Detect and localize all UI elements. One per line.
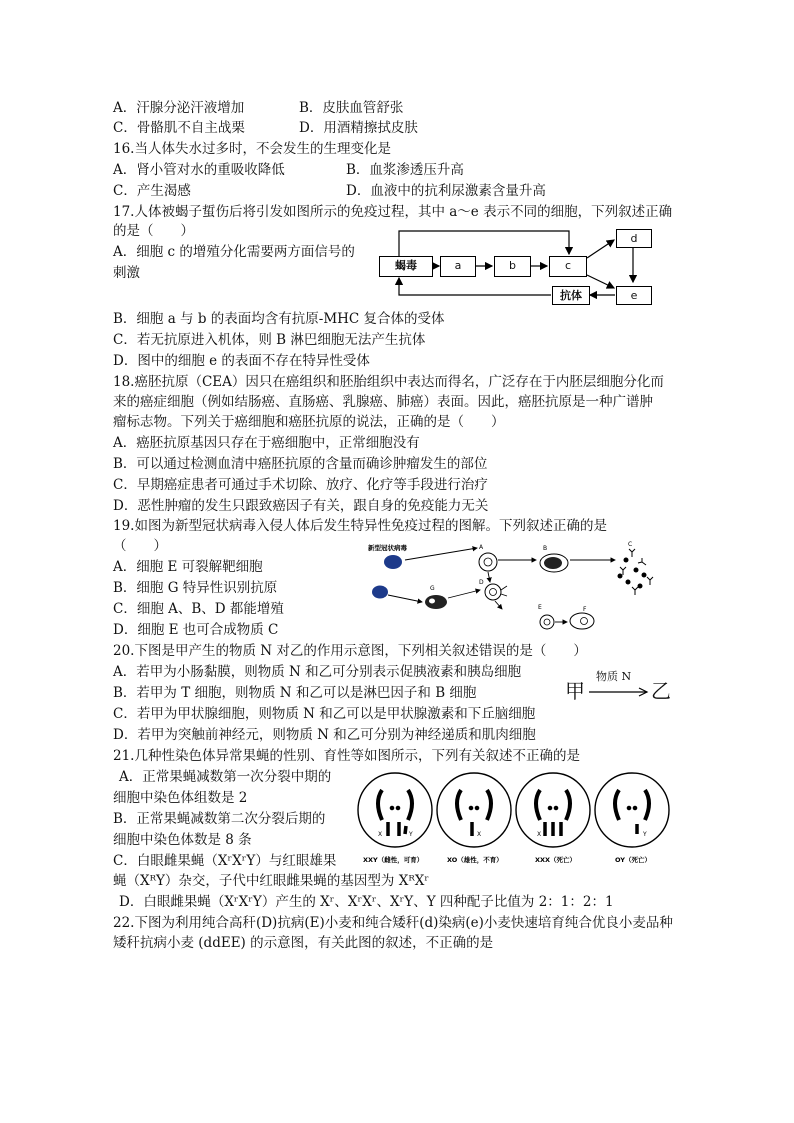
q15-option-a: A．汗腺分泌汗液增加	[113, 100, 245, 116]
q16-option-b: B．血浆渗透压升高	[346, 162, 464, 178]
cell-oy	[595, 773, 669, 847]
caption-oy: OY（死亡）	[615, 856, 652, 864]
cell-d-label: D	[479, 579, 484, 586]
jia-label: 甲	[565, 679, 585, 703]
cell-b-label: B	[543, 545, 548, 552]
q15-option-d: D．用酒精擦拭皮肤	[299, 120, 418, 136]
q21-stem: 21.几种性染色体异常果蝇的性别、育性等如图所示，下列有关叙述不正确的是	[113, 748, 580, 764]
q21-option-b-line1: B．正常果蝇减数第二次分裂后期的	[113, 811, 326, 827]
virus-particle-1	[384, 555, 402, 569]
cell-d-box: d	[616, 229, 652, 248]
cell4-y-label: Y	[643, 831, 647, 838]
caption-xxx: XXX（死亡）	[535, 856, 577, 864]
q21-option-a-line2: 细胞中染色体组数是 2	[113, 790, 248, 806]
q20-stem: 20.下图是甲产生的物质 N 对乙的作用示意图，下列相关叙述错误的是（ ）	[113, 643, 587, 659]
q18-option-c: C．早期癌症患者可通过手术切除、放疗、化疗等手段进行治疗	[113, 477, 488, 493]
cell-g-label: G	[430, 585, 435, 592]
q20-option-c: C．若甲为甲状腺细胞，则物质 N 和乙可以是甲状腺激素和下丘脑细胞	[113, 706, 536, 722]
q19-covid-immune-diagram	[360, 540, 680, 630]
q16-option-d: D．血液中的抗利尿激素含量升高	[346, 183, 546, 199]
cell-c-box: c	[549, 256, 587, 277]
q19-option-d: D．细胞 E 也可合成物质 C	[113, 622, 279, 638]
q20-option-b: B．若甲为 T 细胞，则物质 N 和乙可以是淋巴因子和 B 细胞	[113, 685, 477, 701]
cell-a-label: A	[479, 544, 484, 551]
q21-option-a-line1: A．正常果蝇减数第一次分裂中期的	[119, 769, 332, 785]
antibody-c-label: C	[628, 541, 633, 548]
q21-option-d: D．白眼雌果蝇（XʳXʳY）产生的 Xʳ、XʳXʳ、XʳY、Y 四种配子比值为 2：1：2：1	[119, 894, 614, 910]
antibody-box: 抗体	[552, 286, 590, 305]
cell-f	[570, 613, 594, 629]
q18-stem-line1: 18.癌胚抗原（CEA）因只在癌组织和胚胎组织中表达而得名，广泛存在于内胚层细胞分化而	[113, 374, 664, 390]
q20-option-a: A．若甲为小肠黏膜，则物质 N 和乙可分别表示促胰液素和胰岛细胞	[113, 664, 522, 680]
q17-stem-line1: 17.人体被蝎子蜇伤后将引发如图所示的免疫过程，其中 a～e 表示不同的细胞，下列叙述正确	[113, 204, 673, 220]
cell-f-label: F	[583, 606, 587, 613]
cell-d	[485, 584, 501, 600]
q21-option-b-line2: 细胞中染色体数是 8 条	[113, 832, 252, 848]
caption-xo: XO（雄性，不育）	[447, 856, 503, 864]
q17-option-c: C．若无抗原进入机体，则 B 淋巴细胞无法产生抗体	[113, 332, 426, 348]
q18-stem-line2: 来的癌症细胞（例如结肠癌、直肠癌、乳腺癌、肺癌）表面。因此，癌胚抗原是一种广谱肿	[113, 394, 653, 410]
q21-option-c-line2: 蝇（XᴿY）杂交，子代中红眼雌果蝇的基因型为 XᴿXʳ	[113, 873, 430, 889]
q17-immune-diagram	[375, 225, 675, 307]
q19-stem-line2: （ ）	[113, 538, 167, 554]
q18-option-a: A．癌胚抗原基因只存在于癌细胞中，正常细胞没有	[113, 435, 420, 451]
q15-option-c: C．骨骼肌不自主战栗	[113, 120, 245, 136]
q21-option-c-line1: C．白眼雌果蝇（XʳXʳY）与红眼雄果	[113, 853, 337, 869]
cell-xxy	[358, 773, 432, 847]
cell1-y-label: Y	[409, 831, 413, 838]
cell-b-box: b	[494, 256, 531, 277]
cell3-x-label: X	[537, 831, 542, 838]
q19-option-b: B．细胞 G 特异性识别抗原	[113, 580, 278, 596]
cell2-x-label: X	[477, 831, 482, 838]
cell-a	[479, 553, 497, 571]
q17-stem-line2: 的是（ ）	[113, 223, 194, 239]
virus-label: 新型冠状病毒	[368, 544, 407, 552]
q16-stem: 16.当人体失水过多时，不会发生的生理变化是	[113, 141, 391, 157]
virus-particle-2	[372, 586, 388, 599]
q19-option-a: A．细胞 E 可裂解靶细胞	[113, 559, 263, 575]
q18-stem-line3: 瘤标志物。下列关于癌细胞和癌胚抗原的说法，正确的是（ ）	[113, 414, 505, 430]
cell-xxx	[516, 773, 590, 847]
cell-a-box: a	[440, 256, 476, 277]
cell1-x-label: X	[378, 831, 383, 838]
q19-stem-line1: 19.如图为新型冠状病毒入侵人体后发生特异性免疫过程的图解。下列叙述正确的是	[113, 518, 607, 534]
cell-xo	[437, 773, 511, 847]
yi-label: 乙	[651, 679, 671, 703]
caption-xxy: XXY（雌性，可育）	[363, 856, 424, 864]
q17-option-b: B．细胞 a 与 b 的表面均含有抗原-MHC 复合体的受体	[113, 311, 445, 327]
q22-stem-line1: 22.下图为利用纯合高秆(D)抗病(E)小麦和纯合矮秆(d)染病(e)小麦快速培育纯合优良小麦品种	[113, 915, 673, 931]
q17-option-a-line2: 刺激	[113, 265, 140, 281]
q20-arrow	[589, 687, 649, 697]
q17-option-a-line1: A．细胞 c 的增殖分化需要两方面信号的	[113, 244, 355, 260]
q18-option-d: D．恶性肿瘤的发生只跟致癌因子有关，跟自身的免疫能力无关	[113, 498, 489, 514]
cell-e-box: e	[616, 286, 652, 305]
q16-option-a: A．肾小管对水的重吸收降低	[113, 162, 285, 178]
cell-e-label: E	[538, 604, 542, 611]
cell-g	[425, 595, 447, 609]
substance-n-label: 物质 N	[596, 670, 632, 683]
q15-option-b: B．皮肤血管舒张	[299, 100, 404, 116]
q19-option-c: C．细胞 A、B、D 都能增殖	[113, 601, 284, 617]
q16-option-c: C．产生渴感	[113, 183, 191, 199]
scorpion-venom-box: 蝎毒	[379, 256, 433, 277]
q17-option-d: D．图中的细胞 e 的表面不存在特异性受体	[113, 353, 370, 369]
cell-e	[540, 615, 554, 629]
q20-option-d: D．若甲为突触前神经元，则物质 N 和乙可分别为神经递质和肌肉细胞	[113, 727, 536, 743]
q22-stem-line2: 矮秆抗病小麦 (ddEE) 的示意图，有关此图的叙述，不正确的是	[113, 935, 494, 951]
q20-diagram	[563, 670, 683, 704]
q18-option-b: B．可以通过检测血清中癌胚抗原的含量而确诊肿瘤发生的部位	[113, 456, 488, 472]
q21-chromosome-diagram	[355, 770, 675, 870]
